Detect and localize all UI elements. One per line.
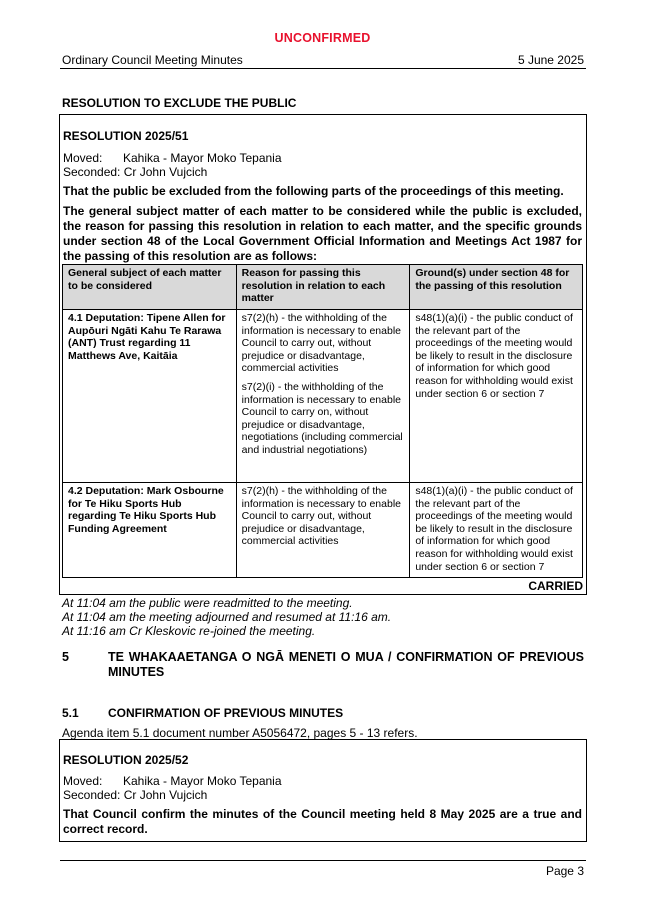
- seconded-line: [63, 165, 582, 179]
- subject-cell: 4.2 Deputation: Mark Osbourne for Te Hiku Sports Hub regarding Te Hiku Sports Hub Funding Agreement: [63, 483, 237, 578]
- moved-value: Kahika - Mayor Moko Tepania: [123, 151, 282, 165]
- column-header: Ground(s) under section 48 for the passing of this resolution: [410, 265, 583, 310]
- table-header-row: [63, 265, 583, 310]
- resolution-title: RESOLUTION 2025/52: [63, 753, 189, 767]
- seconded-value: Cr John Vujcich: [123, 788, 208, 802]
- resolution-box-2025-51: [59, 114, 587, 595]
- table-row: [63, 483, 583, 578]
- subject-cell: 4.1 Deputation: Tipene Allen for Aupōuri Ngāti Kahu Te Rarawa (ANT) Trust regarding 11 Matthews Ave, Kaitāia: [63, 310, 237, 483]
- meeting-note: At 11:16 am Cr Kleskovic re-joined the meeting.: [62, 624, 316, 638]
- reason-cell: [236, 483, 410, 578]
- column-header: General subject of each matter to be considered: [63, 265, 237, 310]
- reason-text: s7(2)(h) - the withholding of the information is necessary to enable Council to carry out, without prejudice or disadvantage, commercial activities: [241, 485, 401, 548]
- ground-cell: s48(1)(a)(i) - the public conduct of the relevant part of the proceedings of the meeting would be likely to result in the disclosure of information for which good reason for withholding would exist under section 6 or section 7: [410, 483, 583, 578]
- seconded-line: [63, 788, 582, 802]
- reason-text: s7(2)(i) - the withholding of the information is necessary to enable Council to carry on, without prejudice or disadvantage, negotiations (including commercial and industrial negotiations): [241, 380, 403, 456]
- footer-rule: [60, 860, 586, 861]
- agenda-reference: Agenda item 5.1 document number A5056472, pages 5 - 13 refers.: [62, 726, 418, 740]
- agenda-item-5-1-heading: [62, 706, 344, 720]
- agenda-item-5-heading: [62, 650, 584, 680]
- item-number: 5: [62, 650, 69, 664]
- unconfirmed-label: UNCONFIRMED: [274, 31, 371, 45]
- exclusion-table: [62, 264, 583, 578]
- resolution-statement-1: That the public be excluded from the following parts of the proceedings of this meeting.: [63, 184, 564, 198]
- document-title: Ordinary Council Meeting Minutes: [62, 53, 243, 67]
- resolution-statement-2: The general subject matter of each matter to be considered while the public is excluded, the reason for passing this resolution in relation to each matter, and the specific grounds under section 48 of the Local Government Official Information and Meetings Act 1987 for the passing of this resolution are as follows:: [63, 204, 582, 263]
- section-heading: RESOLUTION TO EXCLUDE THE PUBLIC: [62, 96, 297, 110]
- resolution-statement: That Council confirm the minutes of the Council meeting held 8 May 2025 are a true and correct record.: [63, 807, 582, 836]
- meeting-note: At 11:04 am the meeting adjourned and resumed at 11:16 am.: [62, 610, 392, 624]
- column-header: Reason for passing this resolution in relation to each matter: [236, 265, 410, 310]
- table-row: [63, 310, 583, 483]
- seconded-label: Seconded:: [63, 788, 121, 802]
- carried-label: CARRIED: [528, 579, 583, 593]
- seconded-value: Cr John Vujcich: [123, 165, 208, 179]
- moved-label: Moved:: [63, 151, 103, 165]
- meeting-note: At 11:04 am the public were readmitted to the meeting.: [62, 596, 353, 610]
- moved-line: [63, 774, 582, 788]
- item-title: CONFIRMATION OF PREVIOUS MINUTES: [108, 706, 344, 720]
- ground-cell: s48(1)(a)(i) - the public conduct of the relevant part of the proceedings of the meeting would be likely to result in the disclosure of information for which good reason for withholding would exist under section 6 or section 7: [410, 310, 583, 483]
- resolution-title: RESOLUTION 2025/51: [63, 129, 189, 143]
- resolution-box-2025-52: [59, 739, 587, 842]
- page-number: Page 3: [545, 864, 584, 878]
- reason-text: s7(2)(h) - the withholding of the information is necessary to enable Council to carry out, without prejudice or disadvantage, commercial activities: [241, 312, 401, 375]
- item-number: 5.1: [62, 706, 79, 720]
- header-rule: [60, 68, 586, 69]
- item-title: TE WHAKAAETANGA O NGĀ MENETI O MUA / CONFIRMATION OF PREVIOUS MINUTES: [108, 650, 584, 679]
- moved-label: Moved:: [63, 774, 103, 788]
- meeting-date: 5 June 2025: [517, 53, 584, 67]
- moved-line: [63, 151, 582, 165]
- reason-cell: [236, 310, 410, 483]
- seconded-label: Seconded:: [63, 165, 121, 179]
- moved-value: Kahika - Mayor Moko Tepania: [123, 774, 282, 788]
